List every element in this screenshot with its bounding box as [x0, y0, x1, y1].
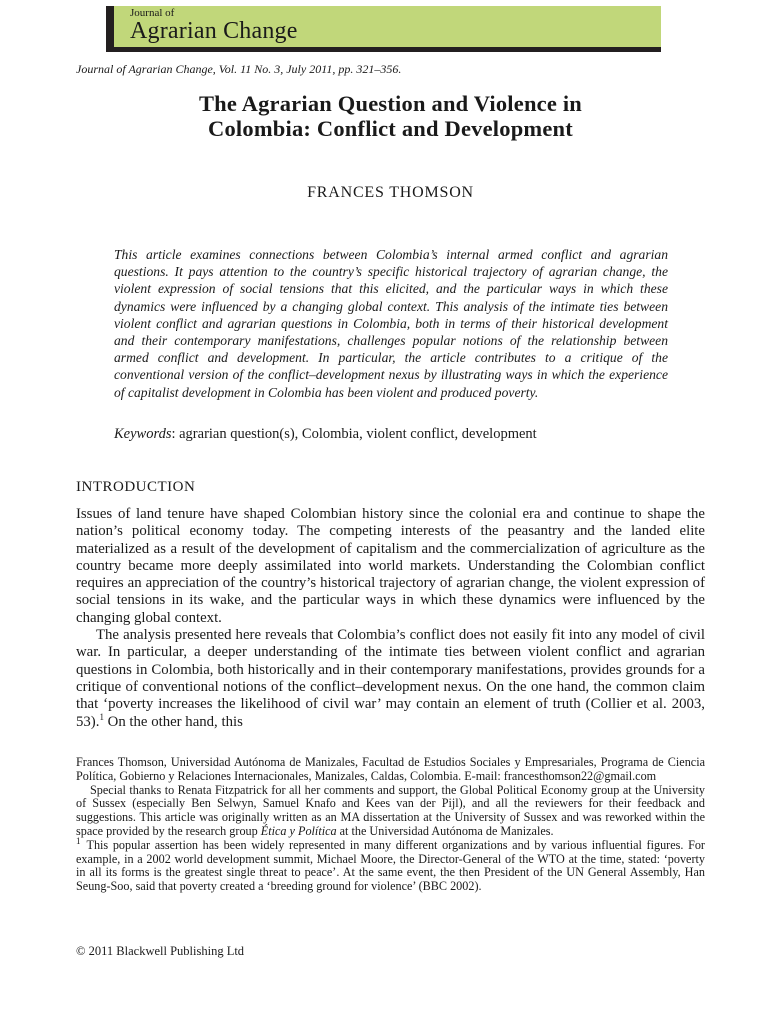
article-title	[76, 91, 705, 141]
footnote-ref-1: 1	[99, 711, 104, 722]
abstract: This article examines connections between Colombia’s internal armed conflict and agrarian questions. It pays attention to the country’s specific historical trajectory of agrarian change, the violent expression of social tensions that this elicited, and the particular ways in which these dynamics were influenced by a changing global context. This analysis of the intimate ties between violent conflict and agrarian questions in Colombia, both in terms of their historical development and their contemporary manifestations, challenges popular notions of the relationship between armed conflict and development. In particular, the article contributes to a critique of the conventional version of the conflict–development nexus by illustrating ways in which the experience of capitalist development in Colombia has been violent and produced poverty.	[114, 247, 668, 400]
footnote-1-number: 1	[76, 835, 81, 846]
footnote-1	[76, 835, 705, 894]
acknowledgements	[76, 784, 705, 839]
research-group-name: Ética y Política	[260, 823, 337, 838]
journal-name: Agrarian Change	[130, 18, 298, 44]
journal-citation: Journal of Agrarian Change, Vol. 11 No. 3, July 2011, pp. 321–356.	[76, 62, 402, 76]
body-paragraph-1: Issues of land tenure have shaped Colombian history since the colonial era and continue to shape the nation’s political economy today. The competing interests of the peasantry and the landed elite materialized as a result of the development of capitalism and the commercialization of agriculture as the country became more deeply assimilated into world markets. Understanding the Colombian conflict requires an appreciation of the country’s historical trajectory of agrarian change, the violent expression of social tensions in its wake, and the particular ways in which these dynamics were influenced by the changing global context.	[76, 506, 705, 626]
footnotes	[76, 756, 705, 894]
acknowledgements-text: Special thanks to Renata Fitzpatrick for all her comments and support, the Global Political Economy group at the University of Sussex (especially Ben Selwyn, Samuel Knafo and Kees van der Pijl), and all the reviewers for their feedback and suggestions. This article was originally written as an MA dissertation at the University of Sussex and was reworked within the space provided by the research group	[76, 782, 705, 838]
author-affiliation: Frances Thomson, Universidad Autónoma de Manizales, Facultad de Estudios Sociales y Empresariales, Programa de Ciencia Política, Gobierno y Relaciones Internacionales, Manizales, Caldas, Colombia. E-mail: francesthomson22@gmail.com	[76, 755, 705, 783]
body-paragraph-2-text: The analysis presented here reveals that Colombia’s conflict does not easily fit into any model of civil war. In particular, a deeper understanding of the intimate ties between violent conflict and agrarian questions in Colombia, both historically and in their contemporary manifestations, provides grounds for a critique of conventional notions of the conflict–development nexus. On the one hand, the common claim that ‘poverty increases the likelihood of civil war’ may contain an element of truth (Collier et al. 2003, 53).	[76, 627, 705, 730]
copyright-notice: © 2011 Blackwell Publishing Ltd	[76, 944, 245, 958]
body-text	[76, 506, 705, 731]
acknowledgements-tail: at the Universidad Autónoma de Manizales.	[336, 823, 554, 838]
title-line-2: Colombia: Conflict and Development	[208, 116, 573, 141]
footnote-1-text: This popular assertion has been widely represented in many different organizations and by various influential figures. For example, in a 2002 world development summit, Michael Moore, the Director-General of the WTO at the time, stated: ‘poverty in all its forms is the greatest single threat to peace’. At the same event, the then President of the UN General Assembly, Han Seung-Soo, said that poverty created a ‘breeding ground for violence’ (BBC 2002).	[76, 837, 705, 894]
title-line-1: The Agrarian Question and Violence in	[198, 91, 583, 116]
keywords	[114, 426, 668, 443]
author-name: FRANCES THOMSON	[307, 184, 474, 201]
body-paragraph-2-tail: On the other hand, this	[103, 713, 243, 730]
journal-banner-panel	[114, 6, 661, 47]
keywords-values: : agrarian question(s), Colombia, violent conflict, development	[171, 426, 537, 442]
keywords-label: Keywords	[114, 426, 172, 442]
journal-banner	[106, 6, 661, 52]
section-heading: INTRODUCTION	[76, 479, 196, 495]
body-paragraph-2	[76, 627, 705, 731]
journal-of-label: Journal of	[130, 7, 175, 19]
